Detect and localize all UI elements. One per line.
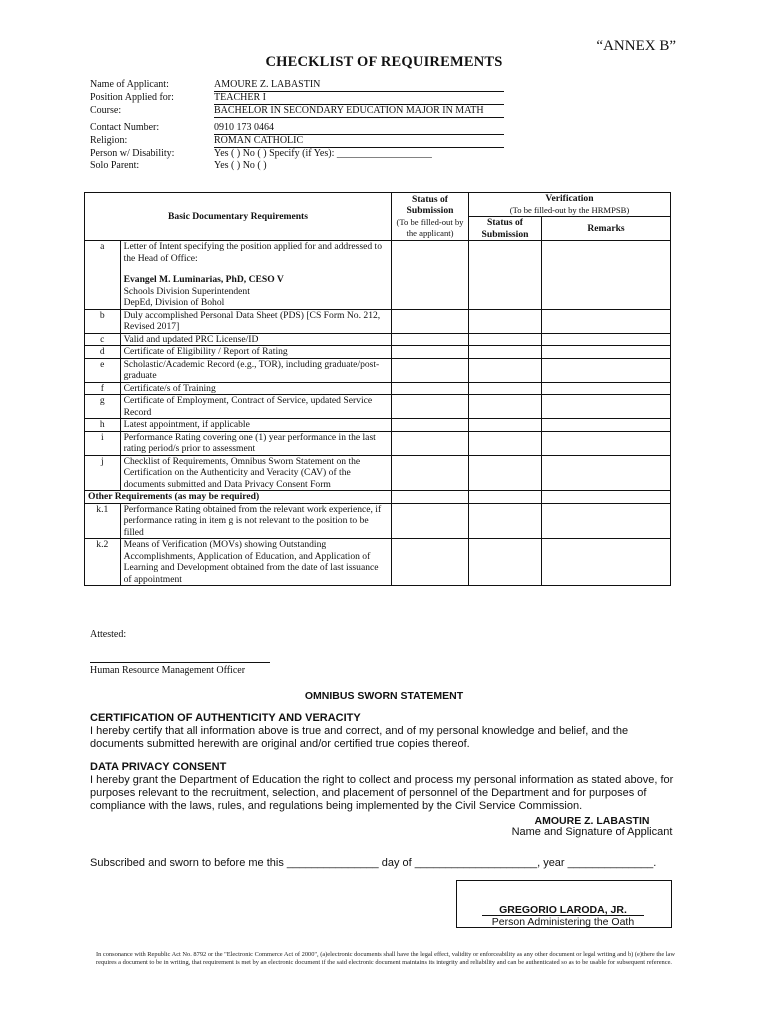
remarks-cell[interactable] — [542, 309, 671, 333]
header-status — [392, 193, 469, 241]
table-row — [85, 358, 671, 382]
info-row-position — [90, 92, 504, 105]
table-row — [85, 539, 671, 586]
ver-status-cell[interactable] — [469, 431, 542, 455]
ver-status-cell — [469, 491, 542, 504]
administrator-label: Person Administering the Oath — [491, 916, 635, 928]
info-label: Person w/ Disability: — [90, 148, 175, 159]
table-row — [85, 309, 671, 333]
table-row — [85, 503, 671, 539]
applicant-signature-label: Name and Signature of Applicant — [511, 826, 673, 838]
ver-status-cell[interactable] — [469, 419, 542, 432]
remarks-cell[interactable] — [542, 333, 671, 346]
row-addressee-office: DepEd, Division of Bohol — [123, 297, 225, 308]
remarks-cell[interactable] — [542, 395, 671, 419]
status-cell[interactable] — [392, 382, 469, 395]
ver-status-cell[interactable] — [469, 346, 542, 359]
other-requirements-header-row — [85, 491, 671, 504]
status-cell[interactable] — [392, 309, 469, 333]
row-text: Certificate/s of Training — [120, 382, 391, 395]
ver-status-cell[interactable] — [469, 382, 542, 395]
other-requirements-header: Other Requirements (as may be required) — [85, 491, 392, 504]
info-value: Yes ( ) No ( ) — [214, 160, 267, 171]
info-label: Course: — [90, 105, 122, 116]
table-row — [85, 431, 671, 455]
row-code: i — [85, 431, 121, 455]
info-label: Name of Applicant: — [90, 79, 169, 90]
row-text: Means of Verification (MOVs) showing Outstanding Accomplishments, Application of Education, and Application of Learning and Development obtained from the date of last issuance of appointment — [120, 539, 391, 586]
remarks-cell[interactable] — [542, 358, 671, 382]
applicant-info — [90, 79, 504, 172]
info-label: Contact Number: — [90, 122, 160, 133]
remarks-cell[interactable] — [542, 455, 671, 491]
attested-label: Attested: — [90, 629, 127, 640]
ver-status-cell[interactable] — [469, 395, 542, 419]
info-label: Position Applied for: — [90, 92, 174, 103]
remarks-cell[interactable] — [542, 503, 671, 539]
table-row — [85, 382, 671, 395]
remarks-cell — [542, 491, 671, 504]
row-code: d — [85, 346, 121, 359]
header-status-note: (To be filled-out by the applicant) — [396, 216, 464, 238]
table-header-row — [85, 193, 671, 217]
oath-title: OMNIBUS SWORN STATEMENT — [304, 690, 464, 702]
privacy-heading: DATA PRIVACY CONSENT — [90, 761, 227, 773]
status-cell[interactable] — [392, 333, 469, 346]
ver-status-cell[interactable] — [469, 309, 542, 333]
row-code: f — [85, 382, 121, 395]
header-verification-label: Verification — [545, 193, 594, 204]
row-text: Duly accomplished Personal Data Sheet (PDS) [CS Form No. 212, Revised 2017] — [120, 309, 391, 333]
remarks-cell[interactable] — [542, 539, 671, 586]
row-code: a — [85, 241, 121, 310]
info-value: 0910 173 0464 — [214, 122, 504, 135]
header-status-label: Status of Submission — [406, 193, 454, 216]
remarks-cell[interactable] — [542, 419, 671, 432]
info-label: Solo Parent: — [90, 160, 140, 171]
sworn-statement: Subscribed and sworn to before me this _______________ day of ____________________, year ______________. — [90, 857, 657, 869]
row-code: k.1 — [85, 503, 121, 539]
table-row — [85, 395, 671, 419]
row-addressee-name: Evangel M. Luminarias, PhD, CESO V — [123, 274, 284, 285]
ver-status-cell[interactable] — [469, 241, 542, 310]
status-cell[interactable] — [392, 503, 469, 539]
row-text: Certificate of Eligibility / Report of Rating — [120, 346, 391, 359]
row-code: e — [85, 358, 121, 382]
info-label: Religion: — [90, 135, 128, 146]
ver-status-cell[interactable] — [469, 358, 542, 382]
header-basic: Basic Documentary Requirements — [85, 193, 392, 241]
header-verification-note: (To be filled-out by the HRMPSB) — [509, 204, 630, 215]
ver-status-cell[interactable] — [469, 333, 542, 346]
table-row — [85, 419, 671, 432]
row-text-main: Letter of Intent specifying the position applied for and addressed to the Head of Office: — [123, 241, 383, 264]
ver-status-cell[interactable] — [469, 455, 542, 491]
row-text: Performance Rating obtained from the relevant work experience, if performance rating in item g is not relevant to the position to be filled — [120, 503, 391, 539]
row-code: h — [85, 419, 121, 432]
header-remarks: Remarks — [542, 217, 671, 241]
table-row — [85, 241, 671, 310]
table-row — [85, 346, 671, 359]
remarks-cell[interactable] — [542, 382, 671, 395]
legal-footer: In consonance with Republic Act No. 8792 or the "Electronic Commerce Act of 2000", (a)electronic documents shall have the legal effect, validity or enforceability as any other document or legal writing and b) (e)there the law requires a document to be in writing, that requirement is met by an electronic document if the said electronic document maintains its integrity and reliability and can be authenticated so as to be usable for subsequent reference. — [96, 951, 675, 966]
requirements-table — [84, 192, 671, 586]
info-row-religion — [90, 135, 504, 148]
header-verification — [469, 193, 671, 217]
status-cell[interactable] — [392, 431, 469, 455]
remarks-cell[interactable] — [542, 431, 671, 455]
privacy-text: I hereby grant the Department of Education the right to collect and process my personal information as stated above, for purposes relevant to the recruitment, selection, and placement of personnel of the Department and for purposes of compliance with the laws, rules, and regulations being implemented by the Civil Service Commission. — [90, 774, 674, 812]
row-code: g — [85, 395, 121, 419]
cert-text: I hereby certify that all information above is true and correct, and of my personal knowledge and belief, and the documents submitted herewith are original and/or certified true copies thereof. — [90, 725, 629, 750]
cert-heading: CERTIFICATION OF AUTHENTICITY AND VERACITY — [90, 712, 361, 724]
row-code: c — [85, 333, 121, 346]
remarks-cell[interactable] — [542, 346, 671, 359]
row-code: j — [85, 455, 121, 491]
info-row-name — [90, 79, 504, 92]
info-value: AMOURE Z. LABASTIN — [214, 79, 504, 92]
row-text: Performance Rating covering one (1) year performance in the last rating period/s prior to assessment — [120, 431, 391, 455]
info-value: ROMAN CATHOLIC — [214, 135, 504, 148]
status-cell[interactable] — [392, 358, 469, 382]
status-cell[interactable] — [392, 346, 469, 359]
row-text — [120, 241, 391, 310]
row-text: Valid and updated PRC License/ID — [120, 333, 391, 346]
info-row-disability — [90, 148, 504, 160]
ver-status-cell[interactable] — [469, 503, 542, 539]
status-cell[interactable] — [392, 241, 469, 310]
ver-status-cell[interactable] — [469, 539, 542, 586]
row-code: k.2 — [85, 539, 121, 586]
info-row-contact — [90, 122, 504, 135]
administrator-name: GREGORIO LARODA, JR. — [499, 904, 627, 916]
info-value: Yes ( ) No ( ) Specify (if Yes): ___________________ — [214, 148, 432, 159]
row-text: Scholastic/Academic Record (e.g., TOR), including graduate/post-graduate — [120, 358, 391, 382]
hrmo-signature-line — [90, 662, 270, 663]
page-title: CHECKLIST OF REQUIREMENTS — [265, 54, 503, 70]
applicant-name: AMOURE Z. LABASTIN — [534, 815, 650, 827]
status-cell[interactable] — [392, 539, 469, 586]
info-value: TEACHER I — [214, 92, 504, 105]
hrmo-label: Human Resource Management Officer — [90, 665, 246, 676]
row-code: b — [85, 309, 121, 333]
remarks-cell[interactable] — [542, 241, 671, 310]
annex-label: “ANNEX B” — [596, 38, 676, 54]
row-text: Certificate of Employment, Contract of Service, updated Service Record — [120, 395, 391, 419]
status-cell[interactable] — [392, 395, 469, 419]
info-value: BACHELOR IN SECONDARY EDUCATION MAJOR IN MATH — [214, 105, 504, 118]
info-row-course — [90, 105, 504, 118]
status-cell[interactable] — [392, 419, 469, 432]
header-ver-status: Status of Submission — [469, 217, 542, 241]
row-text: Checklist of Requirements, Omnibus Sworn Statement on the Certification on the Authenticity and Veracity (CAV) of the documents submitted and Data Privacy Consent Form — [120, 455, 391, 491]
row-addressee-title: Schools Division Superintendent — [123, 285, 250, 297]
info-row-solo-parent — [90, 160, 504, 172]
status-cell[interactable] — [392, 455, 469, 491]
table-row — [85, 333, 671, 346]
row-text: Latest appointment, if applicable — [120, 419, 391, 432]
status-cell — [392, 491, 469, 504]
table-row — [85, 455, 671, 491]
